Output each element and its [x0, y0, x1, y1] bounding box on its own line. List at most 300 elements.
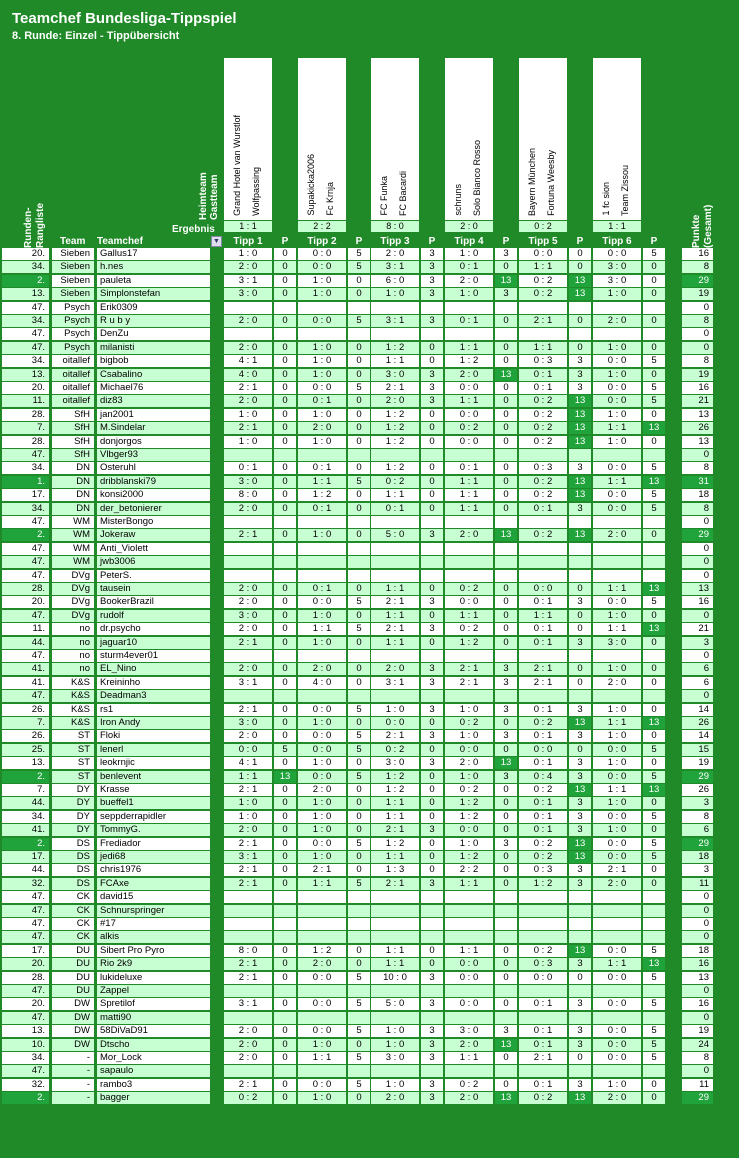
cell-team: Psych [52, 342, 94, 354]
cell-tipp-4: 1 : 2 [445, 851, 493, 863]
cell-points-5 [569, 918, 591, 930]
cell-total-points: 8 [682, 315, 713, 327]
cell-tipp-3 [371, 650, 419, 662]
cell-points-5 [569, 1065, 591, 1077]
cell-tipp-5: 0 : 1 [519, 503, 567, 515]
cell-points-6 [643, 918, 665, 930]
cell-tipp-2: 0 : 0 [298, 771, 346, 783]
cell-points-5 [569, 328, 591, 340]
cell-tipp-6: 2 : 0 [593, 1092, 641, 1104]
cell-points-5: 3 [569, 824, 591, 836]
cell-tipp-2: 1 : 0 [298, 797, 346, 809]
cell-points-5: 3 [569, 998, 591, 1010]
cell-total-points: 0 [682, 918, 713, 930]
cell-points-6: 13 [643, 583, 665, 595]
cell-team: WM [52, 529, 94, 541]
cell-tipp-3 [371, 905, 419, 917]
cell-tipp-5 [519, 690, 567, 702]
cell-tipp-6 [593, 516, 641, 528]
cell-tipp-1: 3 : 1 [224, 275, 272, 287]
cell-points-6: 5 [643, 596, 665, 608]
cell-points-2: 0 [348, 851, 370, 863]
cell-points-6: 0 [643, 864, 665, 876]
cell-points-5: 3 [569, 771, 591, 783]
cell-tipp-5: 0 : 2 [519, 529, 567, 541]
cell-points-6: 0 [643, 730, 665, 742]
cell-points-6: 0 [643, 824, 665, 836]
cell-team: DS [52, 864, 94, 876]
cell-tipp-1: 0 : 0 [224, 744, 272, 756]
cell-points-5 [569, 516, 591, 528]
cell-team: DN [52, 503, 94, 515]
cell-tipp-5: 2 : 1 [519, 677, 567, 689]
cell-tipp-4: 1 : 1 [445, 610, 493, 622]
cell-tipp-6: 0 : 0 [593, 838, 641, 850]
cell-points-3: 0 [421, 342, 443, 354]
label-gastteam: Gastteam [209, 174, 220, 220]
cell-teamchef: Deadman3 [97, 690, 210, 702]
cell-rank: 28. [2, 436, 49, 448]
cell-teamchef: diz83 [97, 395, 210, 407]
cell-tipp-2: 1 : 0 [298, 342, 346, 354]
cell-tipp-4 [445, 931, 493, 943]
cell-total-points: 8 [682, 261, 713, 273]
cell-tipp-1: 3 : 1 [224, 851, 272, 863]
cell-tipp-3: 1 : 0 [371, 1039, 419, 1051]
cell-points-4: 0 [495, 972, 517, 984]
cell-teamchef: PeterS. [97, 570, 210, 582]
cell-rank: 47. [2, 985, 49, 997]
cell-rank: 13. [2, 288, 49, 300]
cell-team: Sieben [52, 248, 94, 260]
cell-tipp-6: 1 : 0 [593, 436, 641, 448]
cell-points-3: 0 [421, 717, 443, 729]
cell-tipp-1: 3 : 1 [224, 998, 272, 1010]
header-p5: P [576, 236, 584, 247]
cell-rank: 11. [2, 623, 49, 635]
cell-points-1 [274, 570, 296, 582]
cell-points-1 [274, 516, 296, 528]
cell-tipp-5: 2 : 1 [519, 663, 567, 675]
cell-team: CK [52, 918, 94, 930]
cell-points-6: 5 [643, 771, 665, 783]
cell-tipp-3 [371, 918, 419, 930]
cell-tipp-3 [371, 556, 419, 568]
cell-points-6: 0 [643, 637, 665, 649]
cell-points-4: 0 [495, 342, 517, 354]
cell-points-1 [274, 985, 296, 997]
cell-tipp-2: 1 : 1 [298, 1052, 346, 1064]
cell-points-5: 3 [569, 1079, 591, 1091]
cell-points-4: 0 [495, 998, 517, 1010]
cell-points-1 [274, 690, 296, 702]
cell-points-5: 0 [569, 315, 591, 327]
cell-rank: 44. [2, 797, 49, 809]
cell-points-6: 5 [643, 382, 665, 394]
cell-total-points: 0 [682, 985, 713, 997]
cell-tipp-6 [593, 328, 641, 340]
cell-points-2: 0 [348, 757, 370, 769]
cell-tipp-4 [445, 543, 493, 555]
cell-rank: 10. [2, 1039, 49, 1051]
cell-total-points: 0 [682, 1065, 713, 1077]
cell-tipp-5 [519, 570, 567, 582]
cell-points-6 [643, 1065, 665, 1077]
cell-tipp-3: 1 : 1 [371, 637, 419, 649]
cell-tipp-3: 2 : 1 [371, 596, 419, 608]
cell-points-4 [495, 516, 517, 528]
cell-tipp-3: 2 : 0 [371, 248, 419, 260]
cell-points-5: 0 [569, 972, 591, 984]
cell-points-1: 0 [274, 275, 296, 287]
cell-points-5 [569, 905, 591, 917]
cell-tipp-6: 2 : 0 [593, 529, 641, 541]
cell-total-points: 13 [682, 583, 713, 595]
cell-tipp-4 [445, 328, 493, 340]
cell-total-points: 3 [682, 797, 713, 809]
cell-points-4: 0 [495, 717, 517, 729]
header-tipp1: Tipp 1 [233, 236, 263, 247]
cell-points-1: 0 [274, 248, 296, 260]
cell-points-2: 0 [348, 797, 370, 809]
cell-points-5 [569, 985, 591, 997]
cell-tipp-5: 0 : 1 [519, 623, 567, 635]
cell-points-2: 0 [348, 503, 370, 515]
cell-points-4 [495, 985, 517, 997]
cell-points-1: 0 [274, 489, 296, 501]
cell-tipp-5 [519, 650, 567, 662]
cell-tipp-2: 0 : 0 [298, 998, 346, 1010]
cell-team: DS [52, 838, 94, 850]
cell-team: CK [52, 931, 94, 943]
cell-points-6: 5 [643, 1025, 665, 1037]
cell-tipp-4 [445, 302, 493, 314]
cell-tipp-4: 0 : 2 [445, 717, 493, 729]
cell-points-2: 0 [348, 637, 370, 649]
filter-dropdown-icon[interactable]: ▼ [211, 236, 222, 247]
cell-team: DY [52, 797, 94, 809]
cell-tipp-6: 3 : 0 [593, 261, 641, 273]
cell-points-5 [569, 449, 591, 461]
cell-tipp-1: 1 : 0 [224, 248, 272, 260]
cell-points-3: 0 [421, 610, 443, 622]
cell-rank: 47. [2, 516, 49, 528]
cell-points-3: 0 [421, 355, 443, 367]
cell-rank: 47. [2, 690, 49, 702]
cell-rank: 47. [2, 918, 49, 930]
cell-rank: 20. [2, 998, 49, 1010]
cell-total-points: 21 [682, 623, 713, 635]
cell-tipp-5: 0 : 3 [519, 958, 567, 970]
cell-tipp-1 [224, 516, 272, 528]
cell-tipp-4: 0 : 0 [445, 998, 493, 1010]
cell-points-4: 0 [495, 422, 517, 434]
cell-tipp-4: 1 : 1 [445, 395, 493, 407]
cell-rank: 17. [2, 945, 49, 957]
cell-tipp-2: 1 : 0 [298, 369, 346, 381]
cell-total-points: 16 [682, 382, 713, 394]
cell-points-5 [569, 1012, 591, 1024]
match-away-team: FC Bacardi [398, 170, 408, 216]
cell-points-5 [569, 556, 591, 568]
cell-points-6: 5 [643, 972, 665, 984]
cell-points-2 [348, 328, 370, 340]
cell-teamchef: chris1976 [97, 864, 210, 876]
cell-points-5: 0 [569, 663, 591, 675]
cell-teamchef: BookerBrazil [97, 596, 210, 608]
cell-tipp-1: 8 : 0 [224, 489, 272, 501]
cell-tipp-4: 0 : 1 [445, 315, 493, 327]
cell-tipp-2: 0 : 0 [298, 744, 346, 756]
cell-rank: 47. [2, 931, 49, 943]
cell-points-6: 0 [643, 529, 665, 541]
cell-points-6 [643, 556, 665, 568]
cell-teamchef: Schnurspringer [97, 905, 210, 917]
cell-rank: 20. [2, 248, 49, 260]
cell-tipp-5: 0 : 1 [519, 382, 567, 394]
cell-tipp-4: 1 : 0 [445, 838, 493, 850]
cell-rank: 34. [2, 261, 49, 273]
cell-points-2: 0 [348, 355, 370, 367]
cell-team: Sieben [52, 288, 94, 300]
cell-tipp-2: 1 : 0 [298, 288, 346, 300]
cell-points-3: 3 [421, 369, 443, 381]
cell-tipp-3 [371, 328, 419, 340]
cell-points-6: 5 [643, 462, 665, 474]
cell-total-points: 29 [682, 771, 713, 783]
cell-tipp-6: 1 : 0 [593, 730, 641, 742]
cell-tipp-4: 2 : 0 [445, 369, 493, 381]
cell-points-5: 13 [569, 422, 591, 434]
cell-tipp-6: 0 : 0 [593, 355, 641, 367]
cell-team: oitallef [52, 382, 94, 394]
cell-tipp-3: 2 : 1 [371, 623, 419, 635]
cell-points-3 [421, 570, 443, 582]
cell-tipp-4: 2 : 0 [445, 275, 493, 287]
cell-tipp-5: 1 : 2 [519, 878, 567, 890]
cell-team: Sieben [52, 275, 94, 287]
cell-points-2: 5 [348, 261, 370, 273]
cell-points-5 [569, 931, 591, 943]
match-header-5 [519, 58, 567, 220]
cell-tipp-4: 2 : 0 [445, 1092, 493, 1104]
cell-teamchef: sturm4ever01 [97, 650, 210, 662]
cell-tipp-6 [593, 690, 641, 702]
cell-tipp-3 [371, 690, 419, 702]
match-home-team: FC Funka [379, 176, 389, 216]
cell-points-6: 0 [643, 704, 665, 716]
cell-points-4: 3 [495, 288, 517, 300]
cell-total-points: 0 [682, 650, 713, 662]
match-away-team: Fc Krnja [325, 182, 335, 216]
cell-points-4: 0 [495, 864, 517, 876]
cell-points-4: 13 [495, 757, 517, 769]
cell-tipp-3: 2 : 0 [371, 663, 419, 675]
cell-points-4 [495, 543, 517, 555]
cell-teamchef: benlevent [97, 771, 210, 783]
cell-points-6: 13 [643, 422, 665, 434]
cell-tipp-1 [224, 1065, 272, 1077]
cell-tipp-6: 2 : 0 [593, 677, 641, 689]
cell-tipp-6: 1 : 1 [593, 476, 641, 488]
cell-tipp-6: 0 : 0 [593, 489, 641, 501]
cell-points-6: 0 [643, 275, 665, 287]
cell-tipp-5 [519, 1065, 567, 1077]
cell-points-4: 13 [495, 529, 517, 541]
cell-tipp-5 [519, 556, 567, 568]
cell-points-4 [495, 905, 517, 917]
cell-tipp-4: 1 : 2 [445, 637, 493, 649]
cell-tipp-1: 2 : 0 [224, 824, 272, 836]
cell-team: DW [52, 1039, 94, 1051]
cell-teamchef: dribblanski79 [97, 476, 210, 488]
cell-tipp-2: 2 : 0 [298, 784, 346, 796]
cell-points-5: 3 [569, 704, 591, 716]
cell-tipp-2: 1 : 0 [298, 757, 346, 769]
cell-total-points: 19 [682, 369, 713, 381]
cell-team: K&S [52, 677, 94, 689]
match-home-team: Bayern München [527, 147, 537, 216]
cell-total-points: 13 [682, 409, 713, 421]
cell-points-2 [348, 985, 370, 997]
cell-teamchef: tausein [97, 583, 210, 595]
label-rangliste: Rangliste [35, 202, 46, 248]
header-p6: P [650, 236, 658, 247]
label-heimteam: Heimteam [198, 172, 209, 220]
cell-points-6 [643, 543, 665, 555]
cell-points-4: 0 [495, 596, 517, 608]
cell-points-5: 3 [569, 355, 591, 367]
cell-tipp-4: 1 : 2 [445, 355, 493, 367]
cell-tipp-1: 2 : 0 [224, 1039, 272, 1051]
cell-points-1: 0 [274, 663, 296, 675]
cell-points-2: 0 [348, 945, 370, 957]
cell-teamchef: der_betonierer [97, 503, 210, 515]
cell-points-5: 0 [569, 623, 591, 635]
cell-points-5 [569, 891, 591, 903]
cell-points-3 [421, 1012, 443, 1024]
cell-tipp-2: 1 : 0 [298, 409, 346, 421]
match-header-4 [445, 58, 493, 220]
cell-rank: 28. [2, 583, 49, 595]
cell-points-3: 3 [421, 972, 443, 984]
cell-points-4: 0 [495, 784, 517, 796]
cell-tipp-2: 1 : 2 [298, 945, 346, 957]
cell-tipp-1: 4 : 1 [224, 355, 272, 367]
cell-teamchef: Iron Andy [97, 717, 210, 729]
cell-tipp-3: 5 : 0 [371, 998, 419, 1010]
cell-points-1: 0 [274, 409, 296, 421]
cell-total-points: 0 [682, 543, 713, 555]
cell-total-points: 0 [682, 1012, 713, 1024]
cell-tipp-4: 1 : 0 [445, 248, 493, 260]
cell-tipp-1: 2 : 0 [224, 583, 272, 595]
cell-teamchef: EL_Nino [97, 663, 210, 675]
cell-tipp-6 [593, 556, 641, 568]
cell-points-6: 0 [643, 409, 665, 421]
cell-points-3: 3 [421, 998, 443, 1010]
cell-team: DW [52, 1012, 94, 1024]
cell-team: WM [52, 556, 94, 568]
cell-tipp-5: 0 : 1 [519, 797, 567, 809]
cell-tipp-3: 1 : 1 [371, 610, 419, 622]
cell-points-6 [643, 570, 665, 582]
cell-team: oitallef [52, 369, 94, 381]
cell-points-3: 0 [421, 811, 443, 823]
cell-tipp-5: 0 : 1 [519, 596, 567, 608]
cell-total-points: 29 [682, 529, 713, 541]
cell-team: DS [52, 851, 94, 863]
cell-tipp-5: 0 : 4 [519, 771, 567, 783]
cell-tipp-5: 0 : 1 [519, 1039, 567, 1051]
cell-tipp-3: 2 : 1 [371, 878, 419, 890]
cell-rank: 13. [2, 757, 49, 769]
cell-tipp-6: 0 : 0 [593, 382, 641, 394]
cell-points-4: 3 [495, 1025, 517, 1037]
cell-tipp-1: 2 : 0 [224, 261, 272, 273]
cell-points-5: 3 [569, 730, 591, 742]
cell-points-5 [569, 570, 591, 582]
cell-tipp-5 [519, 328, 567, 340]
cell-points-6 [643, 905, 665, 917]
cell-team: DW [52, 1025, 94, 1037]
cell-tipp-6: 1 : 1 [593, 958, 641, 970]
cell-points-4: 3 [495, 663, 517, 675]
cell-total-points: 19 [682, 288, 713, 300]
cell-team: no [52, 650, 94, 662]
cell-points-4: 0 [495, 623, 517, 635]
cell-tipp-4: 0 : 2 [445, 623, 493, 635]
cell-teamchef: jaguar10 [97, 637, 210, 649]
cell-points-3: 0 [421, 945, 443, 957]
cell-points-5: 3 [569, 637, 591, 649]
match-result-1: 1 : 1 [224, 221, 272, 232]
cell-points-4 [495, 690, 517, 702]
cell-points-3: 0 [421, 637, 443, 649]
cell-points-4: 3 [495, 730, 517, 742]
cell-points-4 [495, 1012, 517, 1024]
cell-total-points: 19 [682, 757, 713, 769]
cell-points-5: 13 [569, 288, 591, 300]
cell-points-2 [348, 918, 370, 930]
cell-tipp-2: 1 : 1 [298, 623, 346, 635]
cell-points-6 [643, 931, 665, 943]
cell-total-points: 6 [682, 663, 713, 675]
cell-points-4: 0 [495, 409, 517, 421]
cell-teamchef: Spretilof [97, 998, 210, 1010]
cell-points-2: 5 [348, 1025, 370, 1037]
cell-tipp-1 [224, 690, 272, 702]
cell-tipp-1: 0 : 1 [224, 462, 272, 474]
cell-points-1: 0 [274, 730, 296, 742]
cell-points-2: 0 [348, 784, 370, 796]
cell-tipp-4: 1 : 1 [445, 476, 493, 488]
cell-rank: 47. [2, 556, 49, 568]
cell-points-1: 0 [274, 878, 296, 890]
cell-teamchef: TommyG. [97, 824, 210, 836]
cell-teamchef: leokrnjic [97, 757, 210, 769]
cell-tipp-4: 0 : 0 [445, 744, 493, 756]
cell-points-2: 0 [348, 811, 370, 823]
cell-tipp-6: 1 : 0 [593, 1079, 641, 1091]
cell-tipp-2: 0 : 1 [298, 583, 346, 595]
cell-points-1: 0 [274, 342, 296, 354]
cell-tipp-2: 1 : 2 [298, 489, 346, 501]
cell-points-4: 13 [495, 275, 517, 287]
cell-tipp-6: 0 : 0 [593, 395, 641, 407]
cell-tipp-1 [224, 449, 272, 461]
cell-rank: 17. [2, 851, 49, 863]
